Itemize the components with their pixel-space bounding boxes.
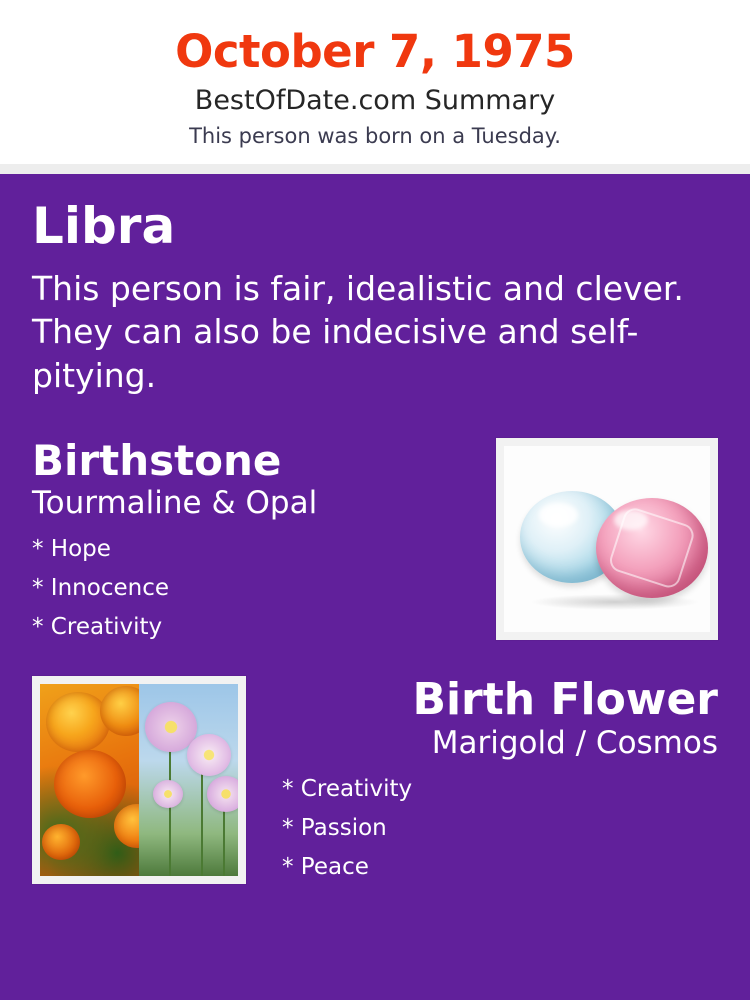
marigold-bloom-icon bbox=[42, 824, 80, 860]
cosmos-bloom-icon bbox=[187, 734, 231, 776]
birth-flower-title: Birth Flower bbox=[412, 673, 718, 725]
birth-flower-names: Marigold / Cosmos bbox=[431, 725, 718, 762]
page-title-date: October 7, 1975 bbox=[175, 25, 575, 78]
birth-flower-photo-frame bbox=[32, 676, 246, 884]
content-body bbox=[0, 174, 750, 1000]
birthstone-text-block bbox=[32, 435, 482, 641]
birthstone-title: Birthstone bbox=[32, 435, 282, 485]
marigold-bloom-icon bbox=[54, 750, 126, 818]
gem-shadow bbox=[530, 594, 700, 610]
birthstone-photo-frame bbox=[496, 438, 718, 640]
marigold-photo-half bbox=[40, 684, 139, 876]
born-day-text: This person was born on a Tuesday. bbox=[189, 124, 561, 149]
birth-flower-trait: * Peace bbox=[282, 854, 369, 881]
tourmaline-gem-icon bbox=[596, 498, 708, 598]
cosmos-photo-half bbox=[139, 684, 238, 876]
page-header bbox=[0, 0, 750, 164]
birth-flower-section bbox=[32, 673, 718, 884]
birthstone-trait: * Creativity bbox=[32, 614, 163, 641]
birth-flower-text-block bbox=[266, 673, 718, 881]
header-divider bbox=[0, 164, 750, 174]
birthstone-photo bbox=[504, 446, 710, 632]
zodiac-description: This person is fair, idealistic and clever. They can also be indecisive and self-pitying. bbox=[32, 268, 684, 396]
zodiac-section bbox=[32, 197, 718, 397]
cosmos-bloom-icon bbox=[153, 780, 183, 808]
birthstone-trait: * Innocence bbox=[32, 575, 169, 602]
birth-flower-trait: * Creativity bbox=[282, 776, 413, 803]
zodiac-sign-name: Libra bbox=[32, 197, 176, 256]
site-summary-label: BestOfDate.com Summary bbox=[194, 85, 556, 117]
cosmos-bloom-icon bbox=[207, 776, 238, 812]
marigold-bloom-icon bbox=[46, 692, 110, 752]
birthstone-section bbox=[32, 435, 718, 641]
birth-flower-trait: * Passion bbox=[282, 815, 387, 842]
birth-flower-photo bbox=[40, 684, 238, 876]
birthstone-names: Tourmaline & Opal bbox=[32, 484, 318, 521]
birthstone-trait: * Hope bbox=[32, 536, 111, 563]
